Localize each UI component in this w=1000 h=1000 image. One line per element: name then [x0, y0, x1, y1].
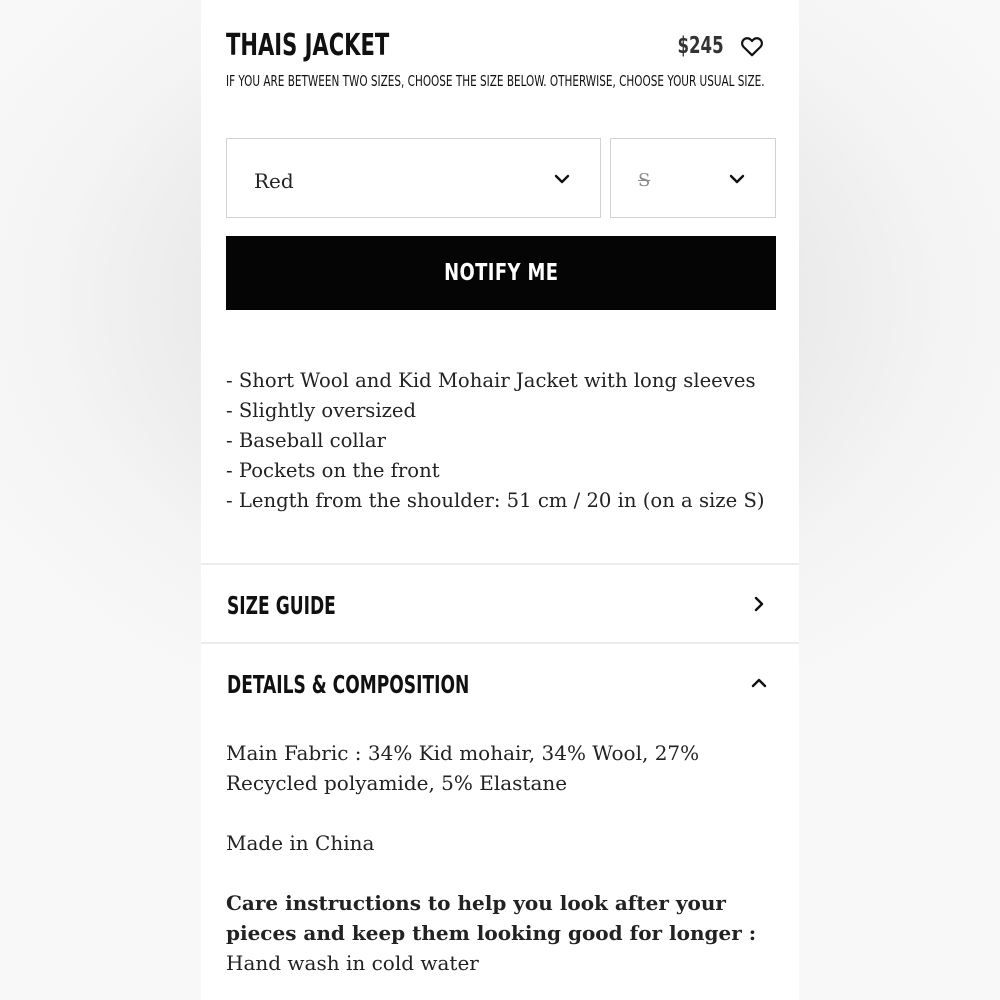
list-item: - Slightly oversized — [226, 398, 417, 422]
list-item: - Short Wool and Kid Mohair Jacket with long sleeves — [226, 368, 756, 392]
notify-me-button[interactable] — [226, 236, 776, 310]
notify-me-label: NOTIFY ME — [443, 260, 559, 286]
product-title: THAIS JACKET — [226, 28, 390, 63]
size-select-value: S — [638, 170, 651, 191]
chevron-down-icon — [552, 169, 572, 189]
heart-icon[interactable] — [739, 33, 765, 59]
origin-text: Made in China — [226, 831, 375, 855]
size-guide-row[interactable] — [201, 565, 799, 643]
color-select[interactable] — [226, 138, 601, 218]
chevron-up-icon — [749, 673, 769, 693]
details-composition-label: DETAILS & COMPOSITION — [227, 670, 470, 699]
main-fabric-text: Main Fabric : 34% Kid mohair, 34% Wool, 27% Recycled polyamide, 5% Elastane — [226, 741, 700, 795]
list-item: - Baseball collar — [226, 428, 386, 452]
care-text: Hand wash in cold water — [226, 951, 479, 975]
care-heading — [226, 888, 781, 948]
list-item: - Length from the shoulder: 51 cm / 20 in (on a size S) — [226, 488, 765, 512]
color-select-value: Red — [254, 169, 294, 193]
chevron-right-icon — [749, 594, 769, 614]
list-item: - Pockets on the front — [226, 458, 440, 482]
product-panel — [201, 0, 799, 1000]
feature-list — [226, 365, 776, 515]
size-guide-label: SIZE GUIDE — [227, 591, 336, 620]
care-heading-text: Care instructions to help you look after your pieces and keep them looking good for longer : — [226, 891, 757, 945]
size-hint: IF YOU ARE BETWEEN TWO SIZES, CHOOSE THE SIZE BELOW. OTHERWISE, CHOOSE YOUR USUAL SIZE. — [226, 72, 765, 90]
size-select[interactable] — [610, 138, 776, 218]
details-content — [226, 738, 781, 978]
details-composition-row[interactable] — [201, 644, 799, 722]
chevron-down-icon — [727, 169, 747, 189]
product-price: $245 — [677, 33, 724, 59]
